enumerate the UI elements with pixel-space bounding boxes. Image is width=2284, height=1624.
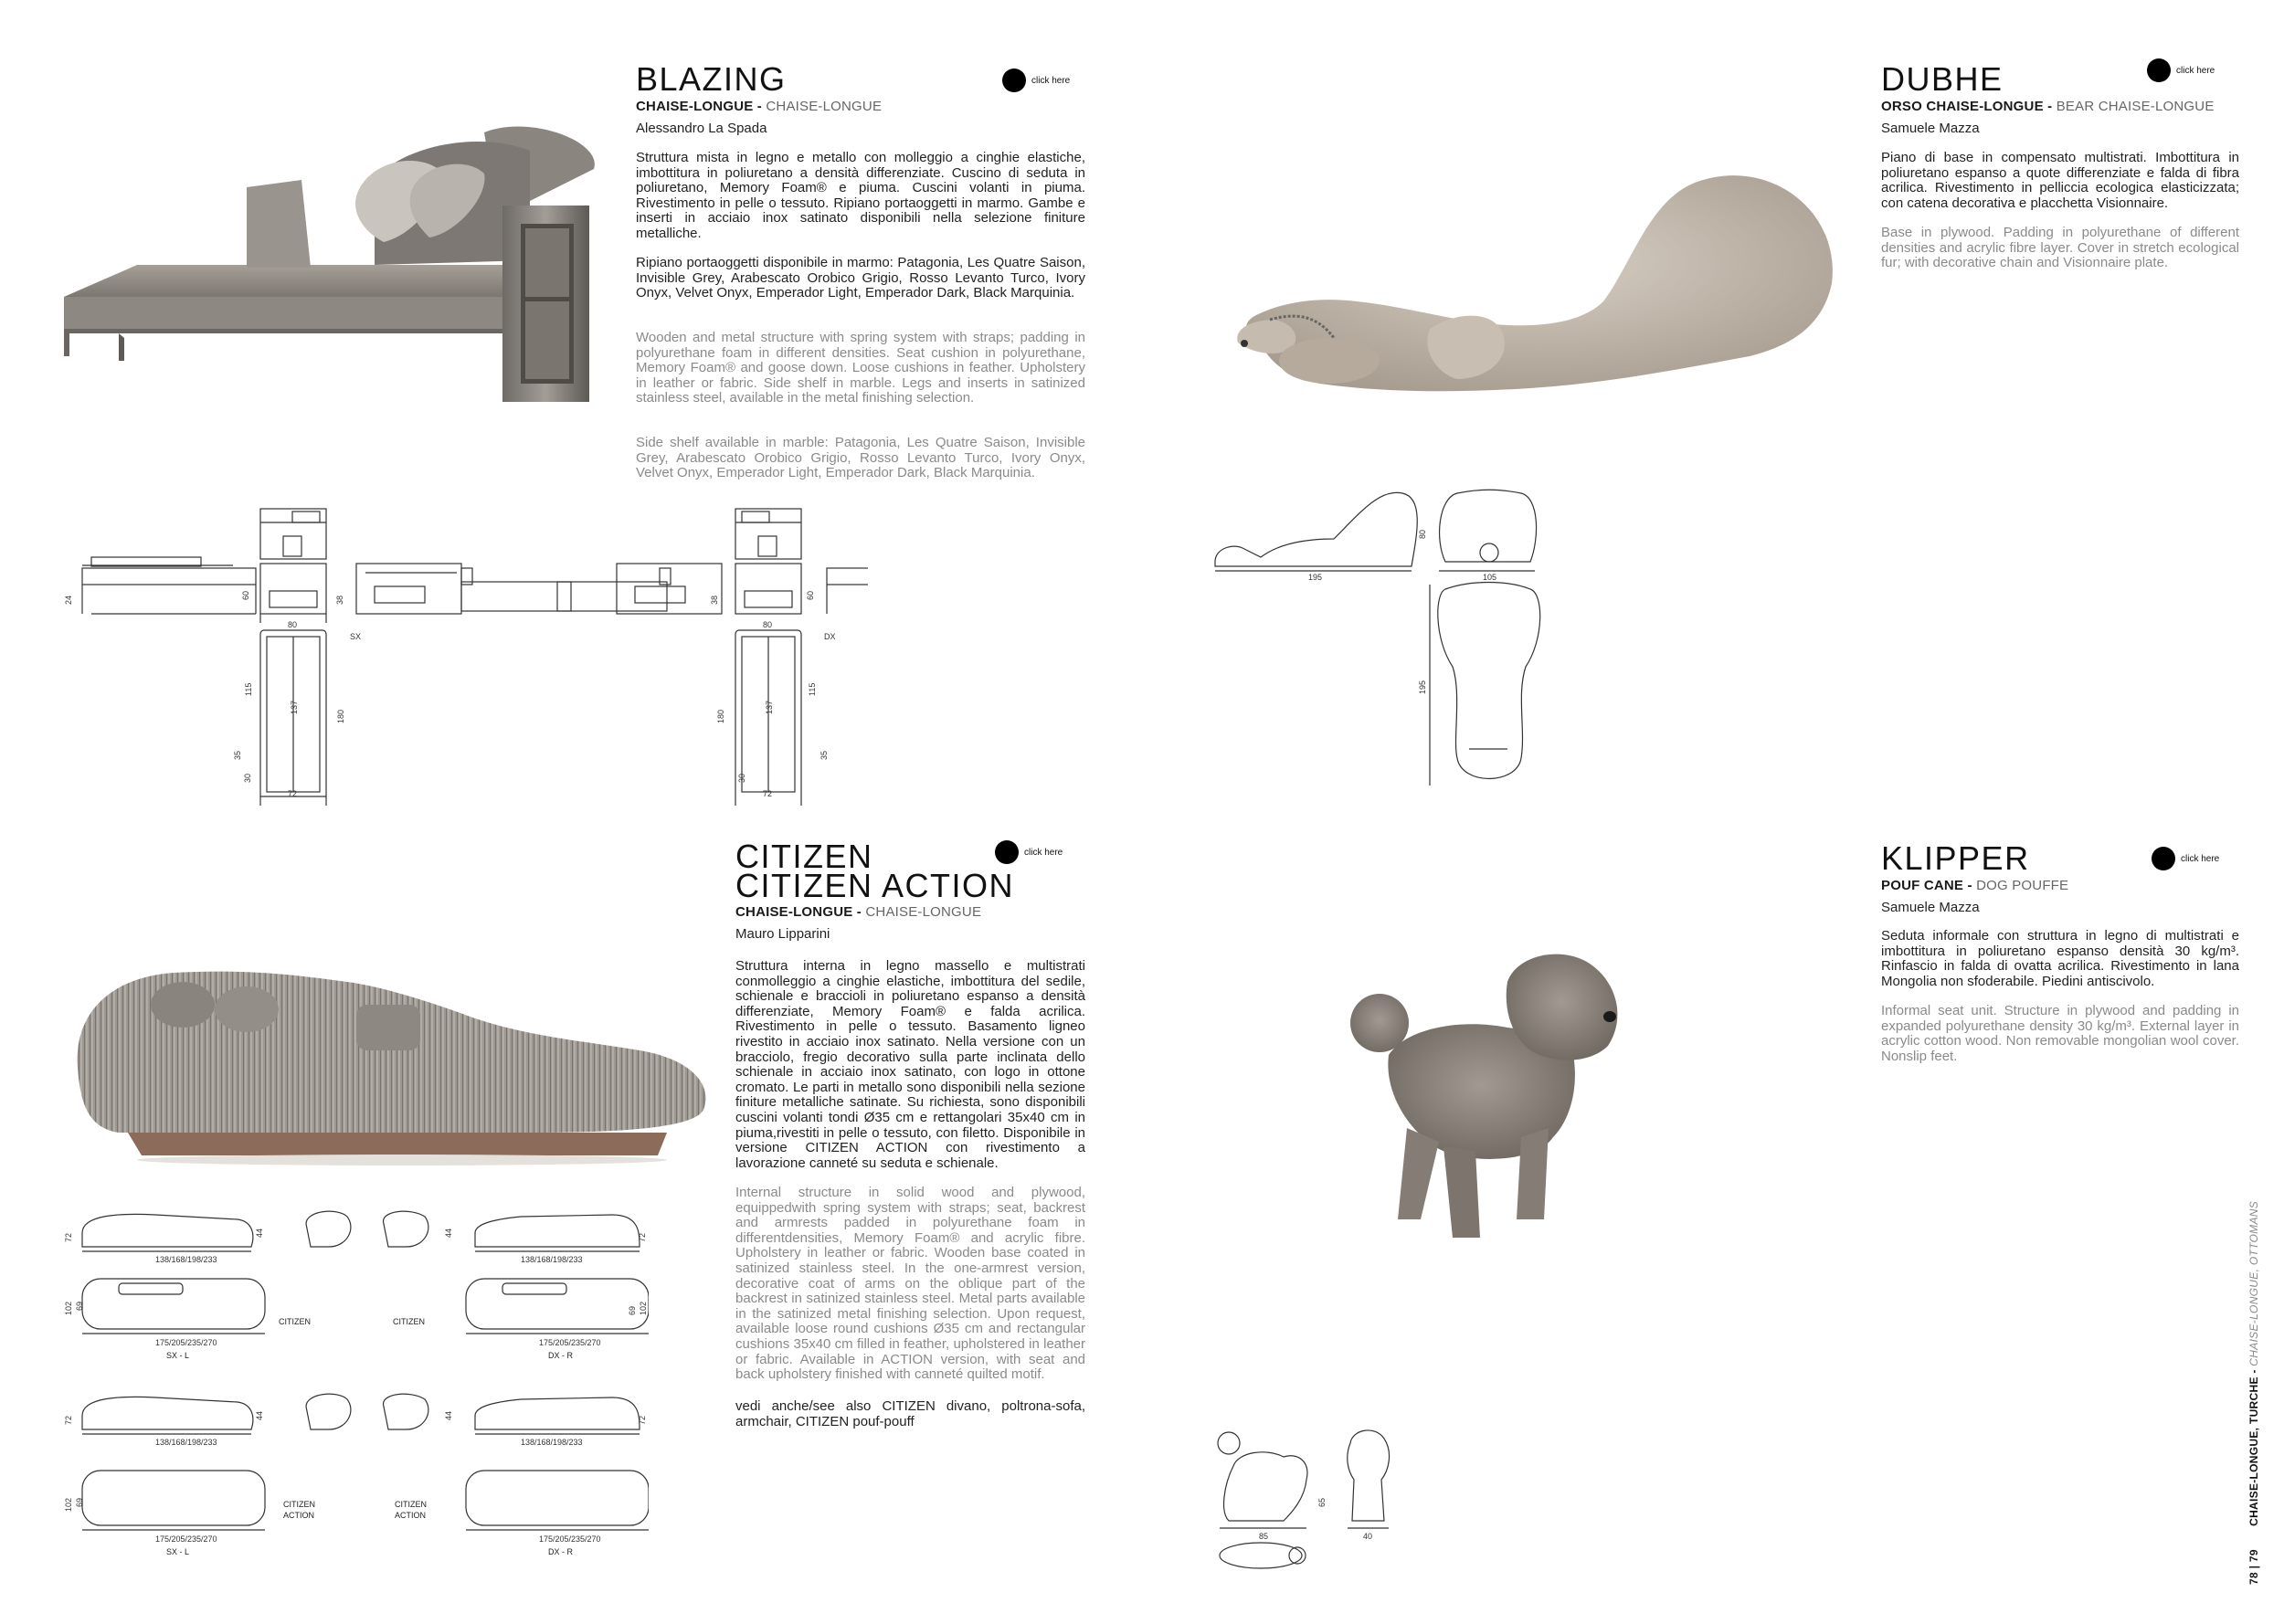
svg-text:180: 180 (336, 709, 345, 723)
dubhe-desc-en: Base in plywood. Padding in polyurethane of different densities and acrylic fibre layer. Cover in stretch ecological fur; with decorative chain and Visionnaire plate. (1881, 225, 2239, 271)
blazing-tech-drawing (64, 504, 868, 806)
citizen-title-1: CITIZEN (735, 838, 873, 875)
svg-text:44: 44 (444, 1410, 453, 1420)
svg-text:175/205/235/270: 175/205/235/270 (539, 1338, 601, 1347)
svg-text:30: 30 (737, 773, 746, 783)
svg-text:138/168/198/233: 138/168/198/233 (155, 1438, 217, 1447)
svg-text:30: 30 (243, 773, 252, 783)
blazing-photo (55, 114, 603, 438)
blazing-subtitle: CHAISE-LONGUE - CHAISE-LONGUE (636, 99, 883, 114)
svg-text:38: 38 (335, 595, 344, 605)
svg-text:115: 115 (244, 682, 253, 696)
svg-text:175/205/235/270: 175/205/235/270 (539, 1534, 601, 1544)
svg-text:137: 137 (290, 700, 299, 714)
svg-text:102: 102 (64, 1497, 73, 1512)
citizen-click-here[interactable]: click here (995, 840, 1063, 864)
svg-text:35: 35 (819, 750, 829, 760)
svg-text:138/168/198/233: 138/168/198/233 (521, 1438, 583, 1447)
dubhe-photo (1220, 128, 1841, 411)
klipper-desc-en: Informal seat unit. Structure in plywood and padding in expanded polyurethane density 30 kg/m³. External layer in acrylic cotton wood. Non removable mongolian wool cover. Nonslip feet. (1881, 1003, 2239, 1064)
svg-text:DX - R: DX - R (548, 1547, 573, 1556)
klipper-click-here[interactable]: click here (2152, 847, 2219, 870)
svg-text:44: 44 (255, 1410, 264, 1420)
svg-text:115: 115 (808, 682, 817, 696)
citizen-tech-drawing (64, 1197, 649, 1571)
svg-text:44: 44 (255, 1228, 264, 1238)
svg-text:CITIZEN: CITIZEN (283, 1500, 315, 1509)
svg-text:CITIZEN: CITIZEN (393, 1317, 425, 1326)
svg-text:72: 72 (64, 1415, 73, 1425)
citizen-photo (73, 950, 713, 1169)
dubhe-designer: Samuele Mazza (1881, 121, 1980, 136)
klipper-subtitle: POUF CANE - DOG POUFFE (1881, 878, 2069, 893)
svg-text:SX - L: SX - L (166, 1547, 190, 1556)
svg-text:69: 69 (75, 1301, 84, 1311)
svg-text:85: 85 (1259, 1532, 1269, 1541)
blazing-desc-en: Wooden and metal structure with spring system with straps; padding in polyurethane foam in different densities. Seat cushion in polyurethane, Memory Foam® and goose down. Loose cushions in feather. Upholstery in leather or fabric. Side shelf in marble. Legs and inserts in satinized stainless steel, available in the metal finishing selection. (636, 330, 1085, 406)
citizen-see-also: vedi anche/see also CITIZEN divano, poltrona-sofa, armchair, CITIZEN pouf-pouff (735, 1398, 1085, 1429)
klipper-photo (1334, 945, 1644, 1265)
dubhe-click-here[interactable]: click here (2147, 58, 2215, 82)
blazing-desc-it: Struttura mista in legno e metallo con molleggio a cinghie elastiche, imbottitura in poliuretano a densità differenziate. Cuscino di seduta in poliuretano, Memory Foam® e piuma. Cuscini volanti in piuma. Rivestimento in pelle o tessuto. Ripiano portaoggetti in marmo. Gambe e inserti in acciaio inox satinato disponibili nella selezione finiture metalliche. (636, 150, 1085, 241)
svg-text:44: 44 (444, 1228, 453, 1238)
citizen-desc-it: Struttura interna in legno massello e multistrati conmolleggio a cinghie elastiche, imbottitura del sedile, schienale e braccioli in poliuretano espanso a densità differenziate, Memory Foam® e falda acrilica. Rivestimento in pelle o tessuto. Basamento ligneo rivestito in acciaio inox satinato. Nella versione con un bracciolo, fregio decorativo sulla parte inclinata dello schienale in acciaio inox satinato, con logo in ottone cromato. Le parti in metallo sono disponibili nella sezione finiture metalliche satinate. Su richiesta, sono disponibili cuscini volanti tondi Ø35 cm e rettangolari 35x40 cm in piuma,rivestiti in pelle o tessuto, con filetto. Disponibile in versione CITIZEN ACTION con rivestimento a lavorazione canneté su seduta e schienale. (735, 958, 1085, 1171)
svg-text:DX - R: DX - R (548, 1351, 573, 1360)
klipper-tech-drawing (1206, 1420, 1416, 1571)
blazing-designer: Alessandro La Spada (636, 121, 767, 136)
klipper-desc-it: Seduta informale con struttura in legno di multistrati e imbottitura in poliuretano espanso densità 30 kg/m³. Rinfascio in falda di ovatta acrilica. Rivestimento in lana Mongolia non sfoderabile. Piedini antiscivolo. (1881, 928, 2239, 989)
svg-text:72: 72 (763, 789, 773, 798)
dubhe-subtitle: ORSO CHAISE-LONGUE - BEAR CHAISE-LONGUE (1881, 99, 2215, 114)
svg-text:DX: DX (824, 632, 836, 641)
citizen-designer: Mauro Lipparini (735, 926, 830, 942)
svg-text:72: 72 (288, 789, 298, 798)
blazing-title: BLAZING (636, 60, 787, 98)
click-dot-icon (2152, 847, 2175, 870)
dubhe-title: DUBHE (1881, 60, 2004, 98)
click-dot-icon (995, 840, 1019, 864)
citizen-title-2: CITIZEN ACTION (735, 867, 1015, 904)
svg-text:24: 24 (64, 595, 73, 605)
svg-text:CITIZEN: CITIZEN (279, 1317, 311, 1326)
svg-text:105: 105 (1483, 573, 1497, 582)
svg-text:80: 80 (763, 620, 773, 629)
svg-text:40: 40 (1363, 1532, 1373, 1541)
blazing-shelf-it: Ripiano portaoggetti disponibile in marmo: Patagonia, Les Quatre Saison, Invisible Grey, Arabescato Orobico Grigio, Rosso Levanto Turco, Ivory Onyx, Velvet Onyx, Emperador Light, Emperador Dark, Black Marquinia. (636, 255, 1085, 301)
svg-text:195: 195 (1308, 573, 1323, 582)
svg-text:35: 35 (233, 750, 242, 760)
svg-text:72: 72 (638, 1232, 647, 1242)
svg-text:60: 60 (806, 590, 815, 600)
svg-text:137: 137 (765, 700, 774, 714)
click-dot-icon (2147, 58, 2171, 82)
svg-text:65: 65 (1317, 1497, 1327, 1507)
svg-text:180: 180 (716, 709, 725, 723)
klipper-designer: Samuele Mazza (1881, 900, 1980, 915)
svg-text:102: 102 (64, 1301, 73, 1315)
svg-text:SX: SX (350, 632, 362, 641)
svg-text:138/168/198/233: 138/168/198/233 (521, 1255, 583, 1264)
svg-text:69: 69 (628, 1305, 637, 1315)
svg-text:60: 60 (241, 590, 250, 600)
klipper-title: KLIPPER (1881, 839, 2030, 877)
dubhe-desc-it: Piano di base in compensato multistrati. Imbottitura in poliuretano espanso a quote differenziate e falda di fibra acrilica. Rivestimento in pelliccia ecologica elasticizzata; con catena decorativa e placchetta Visionnaire. (1881, 150, 2239, 211)
svg-text:SX - L: SX - L (166, 1351, 190, 1360)
citizen-subtitle: CHAISE-LONGUE - CHAISE-LONGUE (735, 904, 982, 920)
svg-text:80: 80 (288, 620, 298, 629)
svg-text:175/205/235/270: 175/205/235/270 (155, 1338, 217, 1347)
svg-text:138/168/198/233: 138/168/198/233 (155, 1255, 217, 1264)
page-footer: 78 | 79 CHAISE-LONGUE, TURCHE - CHAISE-LONGUE, OTTOMANS (2247, 1200, 2260, 1585)
svg-text:195: 195 (1418, 680, 1427, 694)
svg-text:CITIZEN: CITIZEN (395, 1500, 427, 1509)
citizen-desc-en: Internal structure in solid wood and plywood, equippedwith spring system with straps; seat, backrest and armrests padded in polyurethane foam in differentdensities, Memory Foam® and acrylic fibre. Upholstery in leather or fabric. Wooden base coated in satinized stainless steel. In the one-armrest version, decorative coat of arms on the oblique part of the backrest in satinized stainless steel. Metal parts available in the satinized metal finishing selection. Upon request, available loose round cushions Ø35 cm and rectangular cushions 35x40 cm filled in feather, upholstered in leather or fabric. Available in ACTION version, with seat and back upholstery finished with canneté quilted motif. (735, 1185, 1085, 1383)
click-dot-icon (1002, 69, 1026, 92)
blazing-shelf-en: Side shelf available in marble: Patagonia, Les Quatre Saison, Invisible Grey, Arabescato Orobico Grigio, Rosso Levanto Turco, Ivory Onyx, Velvet Onyx, Emperador Light, Emperador Dark, Black Marquinia. (636, 435, 1085, 481)
svg-text:69: 69 (75, 1497, 84, 1507)
svg-text:ACTION: ACTION (283, 1511, 315, 1520)
svg-text:38: 38 (710, 595, 719, 605)
blazing-click-here[interactable]: click here (1002, 69, 1070, 92)
svg-text:80: 80 (1418, 529, 1427, 539)
svg-text:102: 102 (639, 1301, 648, 1315)
svg-text:72: 72 (638, 1415, 647, 1425)
dubhe-tech-drawing (1206, 484, 1553, 795)
svg-text:ACTION: ACTION (395, 1511, 427, 1520)
svg-text:72: 72 (64, 1232, 73, 1242)
svg-text:175/205/235/270: 175/205/235/270 (155, 1534, 217, 1544)
